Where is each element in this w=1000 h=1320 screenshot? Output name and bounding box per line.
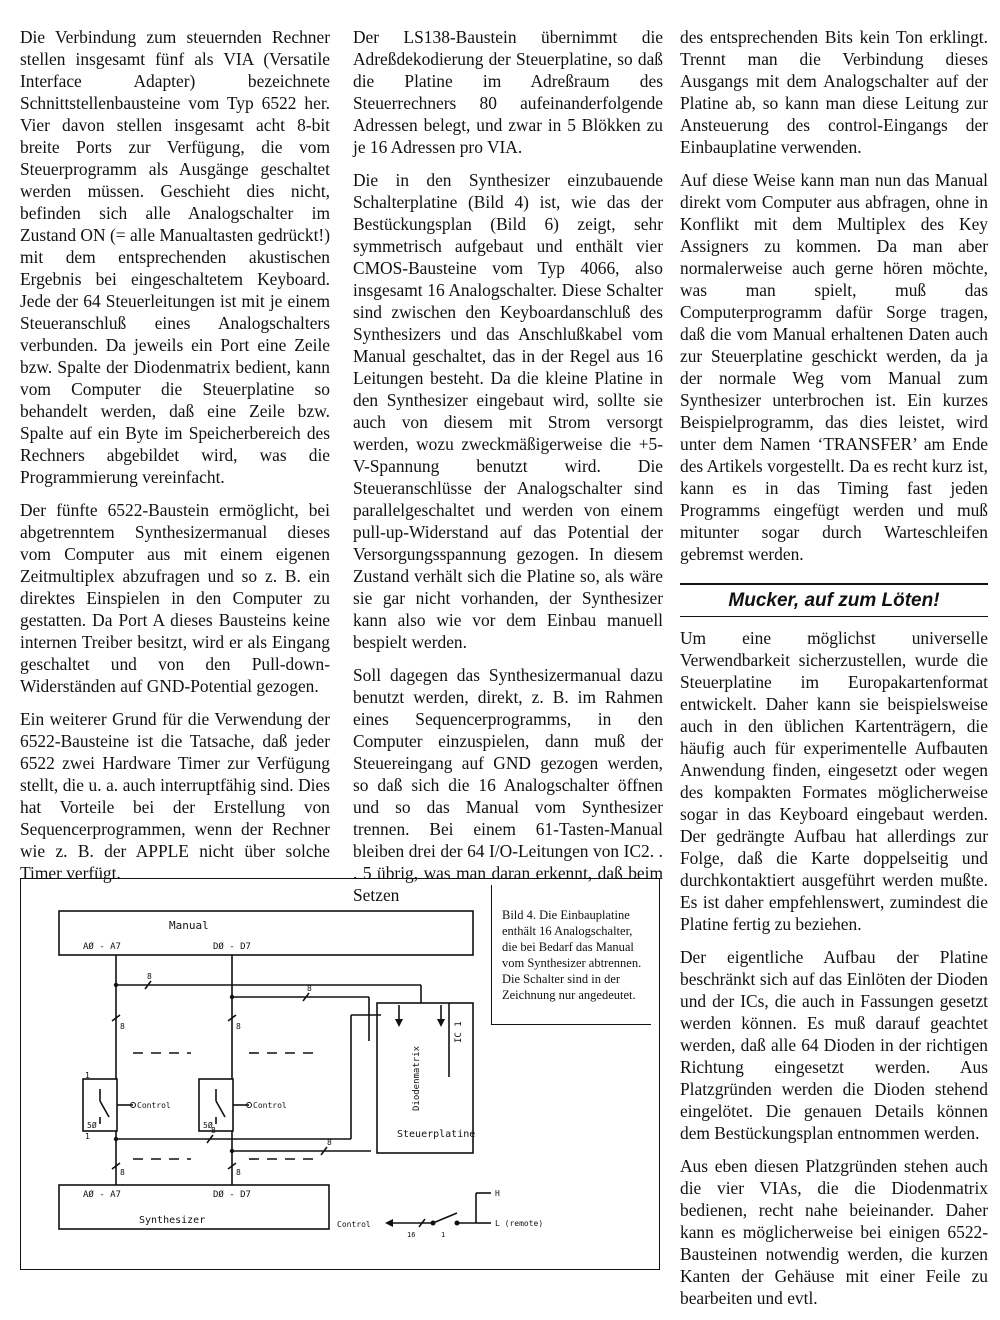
paragraph: Auf diese Weise kann man nun das Manual direkt vom Computer aus abfragen, ohne in Konflikt mit dem Multiplex des Key Assigners zu kommen. Da man aber normalerweise auch gerne hören möchte, was man spielt, muß das Computerprogramm dafür Sorge tragen, daß die vom Manual erhaltenen Daten auch zur Steuerplatine geschickt werden, da ja der normale Weg vom Manual zum Synthesizer unterbrochen ist. Ein kurzes Beispielprogramm, das dies leistet, wird unter dem Namen ‘TRANSFER’ am Ende des Artikels vorgestellt. Da es recht kurz ist, kann es in das Timing fast jeden Programms eingefügt werden und muß mitunter sogar durch Warteschleifen gebremst werden. bbox=[680, 170, 988, 564]
paragraph: Soll dagegen das Synthesizermanual dazu benutzt werden, direkt, z. B. im Rahmen eines Sequencerprogramms, in den Computer einzuspielen, dann muß der Steuereingang auf GND gezogen werden, so daß sich die 16 Analogschalter öffnen und so das Manual vom Synthesizer trennen. Bei einem 61-Tasten-Manual bleiben drei der 64 I/O-Leitungen von IC2. . . 5 übrig, was man daran erkennt, daß beim Setzen bbox=[353, 665, 663, 905]
text-column-3 bbox=[680, 26, 988, 1320]
steuerplatine-label: Steuerplatine bbox=[397, 1129, 476, 1140]
paragraph: des entsprechenden Bits kein Ton erklingt. Trennt man die Verbindung dieses Ausgangs mit dem Analogschalter auf der Platine ab, so kann man diese Leitung zur Ansteuerung des control-Eingangs der Einbauplatine verwenden. bbox=[680, 27, 988, 157]
bus-width-label: 8 bbox=[307, 984, 312, 993]
text-column-2 bbox=[353, 26, 663, 917]
pin-label: 1 bbox=[441, 1231, 446, 1239]
pin-label: 1 bbox=[85, 1132, 90, 1141]
ic1-label: IC 1 bbox=[454, 1021, 464, 1043]
control-label: Control bbox=[337, 1220, 371, 1229]
figure-bild-4 bbox=[20, 878, 660, 1270]
control-label: Control bbox=[137, 1101, 171, 1110]
address-bus-label: AØ - A7 bbox=[83, 942, 121, 952]
bus-width-label: 8 bbox=[120, 1168, 125, 1177]
switch-label: 5Ø bbox=[203, 1121, 213, 1130]
paragraph: Der eigentliche Aufbau der Platine beschränkt sich auf das Einlöten der Dioden und der ICs, die auch in Fassungen gesetzt werden können. Es muß darauf geachtet werden, daß alle 64 Dioden in der richtigen Richtung eingesetzt werden. Aus Platzgründen werden die Dioden stehend eingelötet. Die genauen Details können dem Bestückungsplan entnommen werden. bbox=[680, 947, 988, 1143]
bus-width-label: 16 bbox=[407, 1231, 416, 1239]
bus-width-label: 8 bbox=[236, 1168, 241, 1177]
text-column-1 bbox=[20, 26, 330, 895]
paragraph: Aus eben diesen Platzgründen stehen auch die vier VIAs, die die Diodenmatrix bedienen, recht nahe beieinander. Daher kann es möglicherweise bei einigen 6522-Bausteinen notwendig werden, die kurzen Kanten der Gehäuse mit einer Feile zu bearbeiten und evtl. bbox=[680, 1156, 988, 1308]
section-heading: Mucker, auf zum Löten! bbox=[680, 583, 988, 617]
data-bus-label: DØ - D7 bbox=[213, 1190, 251, 1200]
paragraph: Die in den Synthesizer einzubauende Schalterplatine (Bild 4) ist, wie das der Bestückungsplan (Bild 6) zeigt, sehr symmetrisch aufgebaut und enthält vier CMOS-Bausteine vom Typ 4066, also insgesamt 16 Analogschalter. Diese Schalter sind zwischen den Keyboardanschluß des Synthesizers und das Anschlußkabel vom Manual geschaltet, das in der Regel aus 16 Leitungen besteht. Da die kleine Platine in den Synthesizer eingebaut wird, sollte sie auch von diesem mit Strom versorgt werden, wozu zweckmäßigerweise die +5-V-Spannung benutzt wird. Die Steueranschlüsse der Analogschalter sind parallelgeschaltet und werden von einem pull-up-Widerstand auf das Potential der Versorgungsspannung gezogen. In diesem Zustand verhält sich die Platine so, als wäre sie gar nicht vorhanden, der Synthesizer kann also wie vor dem Einbau manuell bespielt werden. bbox=[353, 170, 663, 652]
l-remote-label: L (remote) bbox=[495, 1219, 544, 1228]
paragraph: Um eine möglichst universelle Verwendbarkeit sicherzustellen, wurde die Steuerplatine im Europakartenformat entwickelt. Daher kann sie beispielsweise auch in den üblichen Kartenträgern, die häufig auch für experimentelle Aufbauten Anwendung finden, eingesetzt oder wegen des kompakten Formates möglicherweise sogar in das Keyboard eingebaut werden. Der gedrängte Aufbau hat allerdings zur Folge, daß die Karte doppelseitig und durchkontaktiert ausgeführt werden mußte. Es ist daher empfehlenswert, zumindest die Platine fertig zu beziehen. bbox=[680, 628, 988, 934]
figure-caption: Bild 4. Die Einbauplatine enthält 16 Analogschalter, die bei Bedarf das Manual vom Synthesizer abtrennen. Die Schalter sind in der Zeichnung nur angedeutet. bbox=[491, 885, 651, 1025]
pin-label: 1 bbox=[85, 1071, 90, 1080]
circuit-diagram bbox=[21, 879, 659, 1269]
paragraph: Ein weiterer Grund für die Verwendung der 6522-Bausteine ist die Tatsache, daß jeder 6522 zwei Hardware Timer zur Verfügung stellt, die u. a. auch interruptfähig sind. Dies hat Vorteile bei der Erstellung von Sequencerprogrammen, wenn der Rechner wie z. B. der APPLE nicht über solche Timer verfügt. bbox=[20, 709, 330, 883]
h-label: H bbox=[495, 1189, 500, 1198]
bus-width-label: 8 bbox=[120, 1022, 125, 1031]
bus-width-label: 8 bbox=[327, 1138, 332, 1147]
data-bus-label: DØ - D7 bbox=[213, 942, 251, 952]
bus-width-label: 8 bbox=[147, 972, 152, 981]
paragraph: Der LS138-Baustein übernimmt die Adreßdekodierung der Steuerplatine, so daß die Platine im Adreßraum des Steuerrechners 80 aufeinanderfolgende Adressen belegt, und zwar in 5 Blökken zu je 16 Adressen pro VIA. bbox=[353, 27, 663, 157]
paragraph: Die Verbindung zum steuernden Rechner stellen insgesamt fünf als VIA (Versatile Interface Adapter) bezeichnete Schnittstellenbausteine vom Typ 6522 her. Vier davon stellen insgesamt acht 8-bit breite Ports zur Verfügung, die vom Steuerprogramm als Ausgänge geschaltet werden müssen. Geschieht dies nicht, befinden sich alle Analogschalter im Zustand ON (= alle Manualtasten gedrückt!) mit dem entsprechenden akustischen Ergebnis bei eingeschaltetem Keyboard. Jede der 64 Steuerleitungen ist mit je einem Steueranschluß eines Analogschalters verbunden. Da jeweils ein Port eine Zeile bzw. Spalte der Diodenmatrix bedient, kann vom Computer die Steuerplatine so behandelt werden, daß eine Zeile bzw. Spalte auf ein Byte im Speicherbereich des Rechners abgebildet wird, was die Programmierung vereinfacht. bbox=[20, 27, 330, 487]
control-label: Control bbox=[253, 1101, 287, 1110]
bus-width-label: 8 bbox=[236, 1022, 241, 1031]
manual-box bbox=[59, 911, 473, 955]
paragraph: Der fünfte 6522-Baustein ermöglicht, bei abgetrenntem Synthesizermanual dieses vom Computer aus mit einem eigenen Zeitmultiplex abzufragen und so z. B. ein direktes Einspielen in den Computer zu gestatten. Da Port A dieses Bausteins keine internen Treiber besitzt, wird er als Eingang geschaltet und von den Pull-down-Widerständen auf GND-Potential gezogen. bbox=[20, 500, 330, 696]
diodenmatrix-label: Diodenmatrix bbox=[412, 1045, 422, 1111]
synthesizer-label: Synthesizer bbox=[139, 1215, 206, 1226]
manual-label: Manual bbox=[169, 919, 209, 932]
bus-width-label: 8 bbox=[211, 1126, 216, 1135]
address-bus-label: AØ - A7 bbox=[83, 1190, 121, 1200]
switch-label: 5Ø bbox=[87, 1121, 97, 1130]
